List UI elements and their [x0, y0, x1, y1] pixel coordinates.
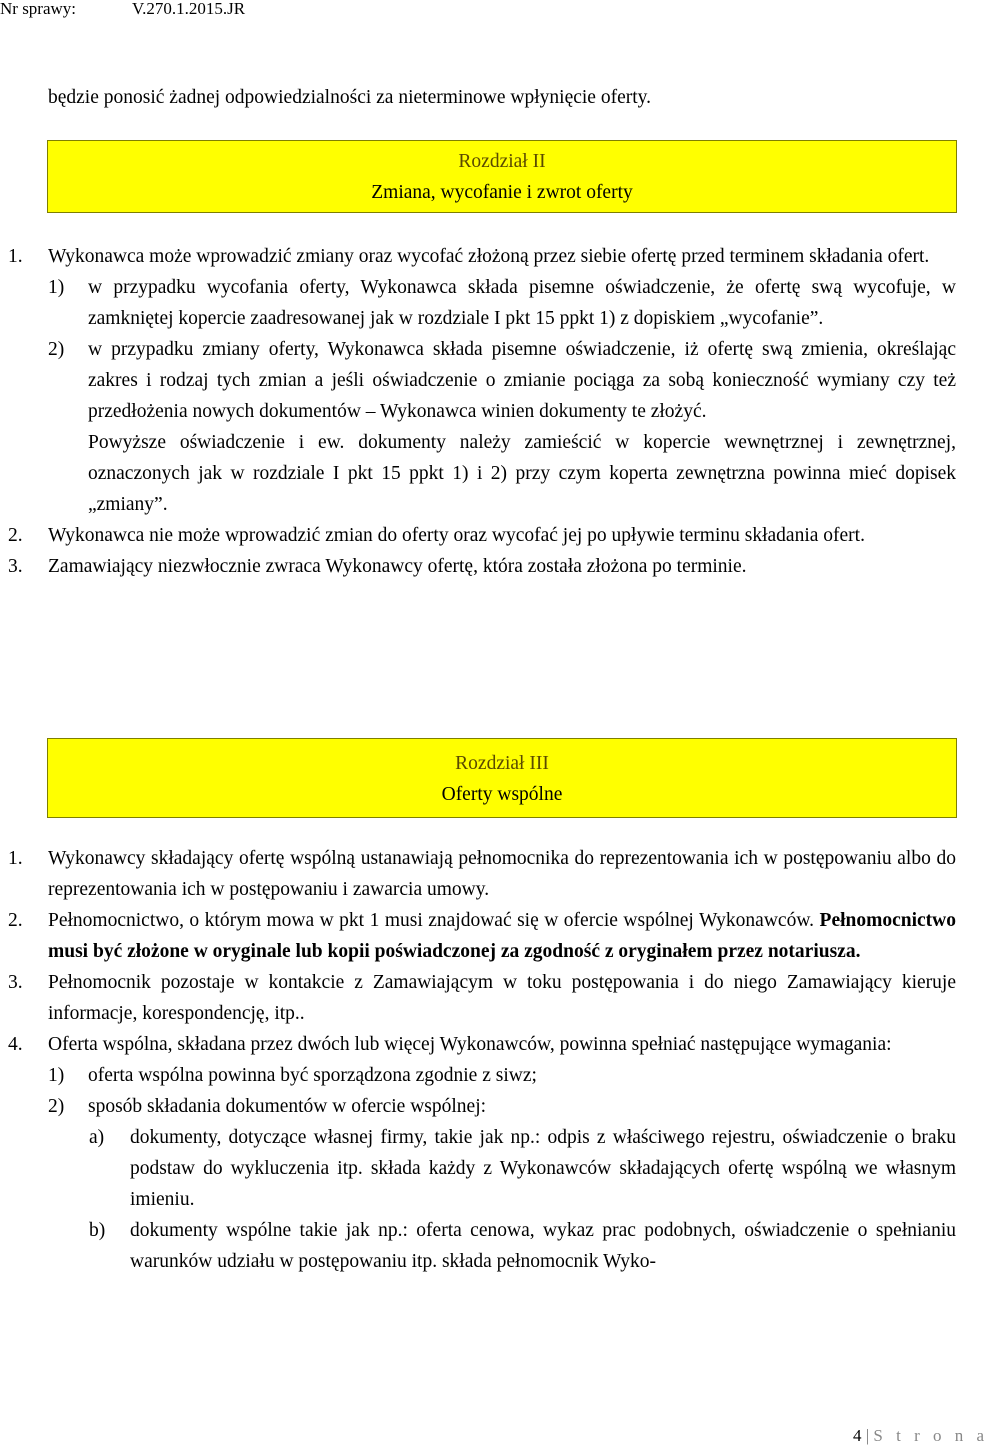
sub-item-text: w przypadku zmiany oferty, Wykonawca składa pisemne oświadczenie, iż ofertę swą zmienia, określając zakres i rodzaj tych zmian a jeśli oświadczenie o zmianie pociąga za sobą konieczność wymiany czy też przedłożenia nowych dokumentów – Wykonawca winien dokumenty te złożyć.	[88, 339, 956, 422]
sub-sub-item	[48, 1215, 956, 1277]
sub-item	[48, 334, 956, 427]
list-item	[0, 905, 956, 967]
sub-sub-item	[48, 1122, 956, 1215]
intro-paragraph: będzie ponosić żadnej odpowiedzialności za nieterminowe wpłynięcie oferty.	[48, 87, 652, 108]
item-text: Wykonawcy składający ofertę wspólną ustanawiają pełnomocnika do reprezentowania ich w postępowaniu albo do reprezentowania ich w postępowaniu i zawarcia umowy.	[48, 848, 956, 900]
item-text: Oferta wspólna, składana przez dwóch lub więcej Wykonawców, powinna spełniać następujące wymagania:	[48, 1034, 892, 1055]
list-item	[0, 1029, 956, 1277]
case-number-label: Nr sprawy:	[0, 0, 77, 18]
item-text: Wykonawca nie może wprowadzić zmian do oferty oraz wycofać jej po upływie terminu składania ofert.	[48, 525, 865, 546]
sub-sub-item-text: dokumenty, dotyczące własnej firmy, takie jak np.: odpis z właściwego rejestru, oświadczenie o braku podstaw do wykluczenia itp. składa każdy z Wykonawców składających ofertę wspólną we własnym imieniu.	[130, 1127, 956, 1210]
chapter-2-list	[0, 241, 956, 582]
item-number: 4.	[8, 1034, 23, 1055]
list-item	[0, 843, 956, 905]
page-label: S t r o n a	[873, 1426, 989, 1445]
page-header	[0, 0, 245, 22]
page-footer	[853, 1423, 989, 1449]
sub-item-text: sposób składania dokumentów w ofercie wspólnej:	[88, 1096, 487, 1117]
chapter-title: Zmiana, wycofanie i zwrot oferty	[371, 182, 633, 203]
sub-sub-item-letter: a)	[89, 1127, 105, 1148]
sub-sub-item-text: dokumenty wspólne takie jak np.: oferta cenowa, wykaz prac podobnych, oświadczenie o spełnianiu warunków udziału w postępowaniu itp. składa pełnomocnik Wyko-	[130, 1220, 956, 1272]
item-number: 3.	[8, 972, 23, 993]
list-item	[0, 967, 956, 1029]
chapter-number: Rozdział II	[458, 151, 546, 172]
list-item	[0, 241, 956, 520]
sub-sub-item-letter: b)	[89, 1220, 106, 1241]
list-item	[0, 551, 956, 582]
sub-item	[48, 1060, 956, 1091]
chapter-number: Rozdział III	[455, 753, 549, 774]
item-text: Pełnomocnik pozostaje w kontakcie z Zamawiającym w toku postępowania i do niego Zamawiający kieruje informacje, korespondencję, itp..	[48, 972, 956, 1024]
item-text-bold: Pełnomocnictwo musi być złożone w oryginale lub kopii poświadczonej za zgodność z oryginałem przez notariusza.	[48, 910, 957, 962]
chapter-banner-3	[47, 738, 957, 818]
item-text-regular: Pełnomocnictwo, o którym mowa w pkt 1 musi znajdować się w ofercie wspólnej Wykonawców.	[48, 910, 815, 931]
chapter-3-list	[0, 843, 956, 1277]
sub-item-text: w przypadku wycofania oferty, Wykonawca składa pisemne oświadczenie, że ofertę swą wycofuje, w zamkniętej kopercie zaadresowanej jak w rozdziale I pkt 15 ppkt 1) z dopiskiem „wycofanie”.	[88, 277, 956, 329]
sub-item	[48, 1091, 956, 1122]
item-text: Wykonawca może wprowadzić zmiany oraz wycofać złożoną przez siebie ofertę przed terminem składania ofert.	[48, 246, 930, 267]
case-number: V.270.1.2015.JR	[132, 0, 246, 18]
sub-item-number: 2)	[48, 339, 65, 360]
item-number: 3.	[8, 556, 23, 577]
page-number: 4	[853, 1426, 862, 1445]
footer-separator: |	[865, 1426, 870, 1445]
sub-item-number: 1)	[48, 277, 65, 298]
sub-item-number: 1)	[48, 1065, 65, 1086]
sub-item-text: oferta wspólna powinna być sporządzona zgodnie z siwz;	[88, 1065, 537, 1086]
item-number: 1.	[8, 246, 23, 267]
chapter-banner-2	[47, 140, 957, 213]
item-number: 1.	[8, 848, 23, 869]
chapter-title: Oferty wspólne	[441, 784, 563, 805]
sub-item	[48, 272, 956, 334]
item-number: 2.	[8, 910, 23, 931]
list-item	[0, 520, 956, 551]
note-text: Powyższe oświadczenie i ew. dokumenty należy zamieścić w kopercie wewnętrznej i zewnętrznej, oznaczonych jak w rozdziale I pkt 15 ppkt 1) i 2) przy czym koperta zewnętrzna powinna mieć dopisek „zmiany”.	[88, 432, 956, 515]
item-text: Zamawiający niezwłocznie zwraca Wykonawcy ofertę, która została złożona po terminie.	[48, 556, 747, 577]
sub-item-number: 2)	[48, 1096, 65, 1117]
item-number: 2.	[8, 525, 23, 546]
item-text	[48, 905, 956, 967]
